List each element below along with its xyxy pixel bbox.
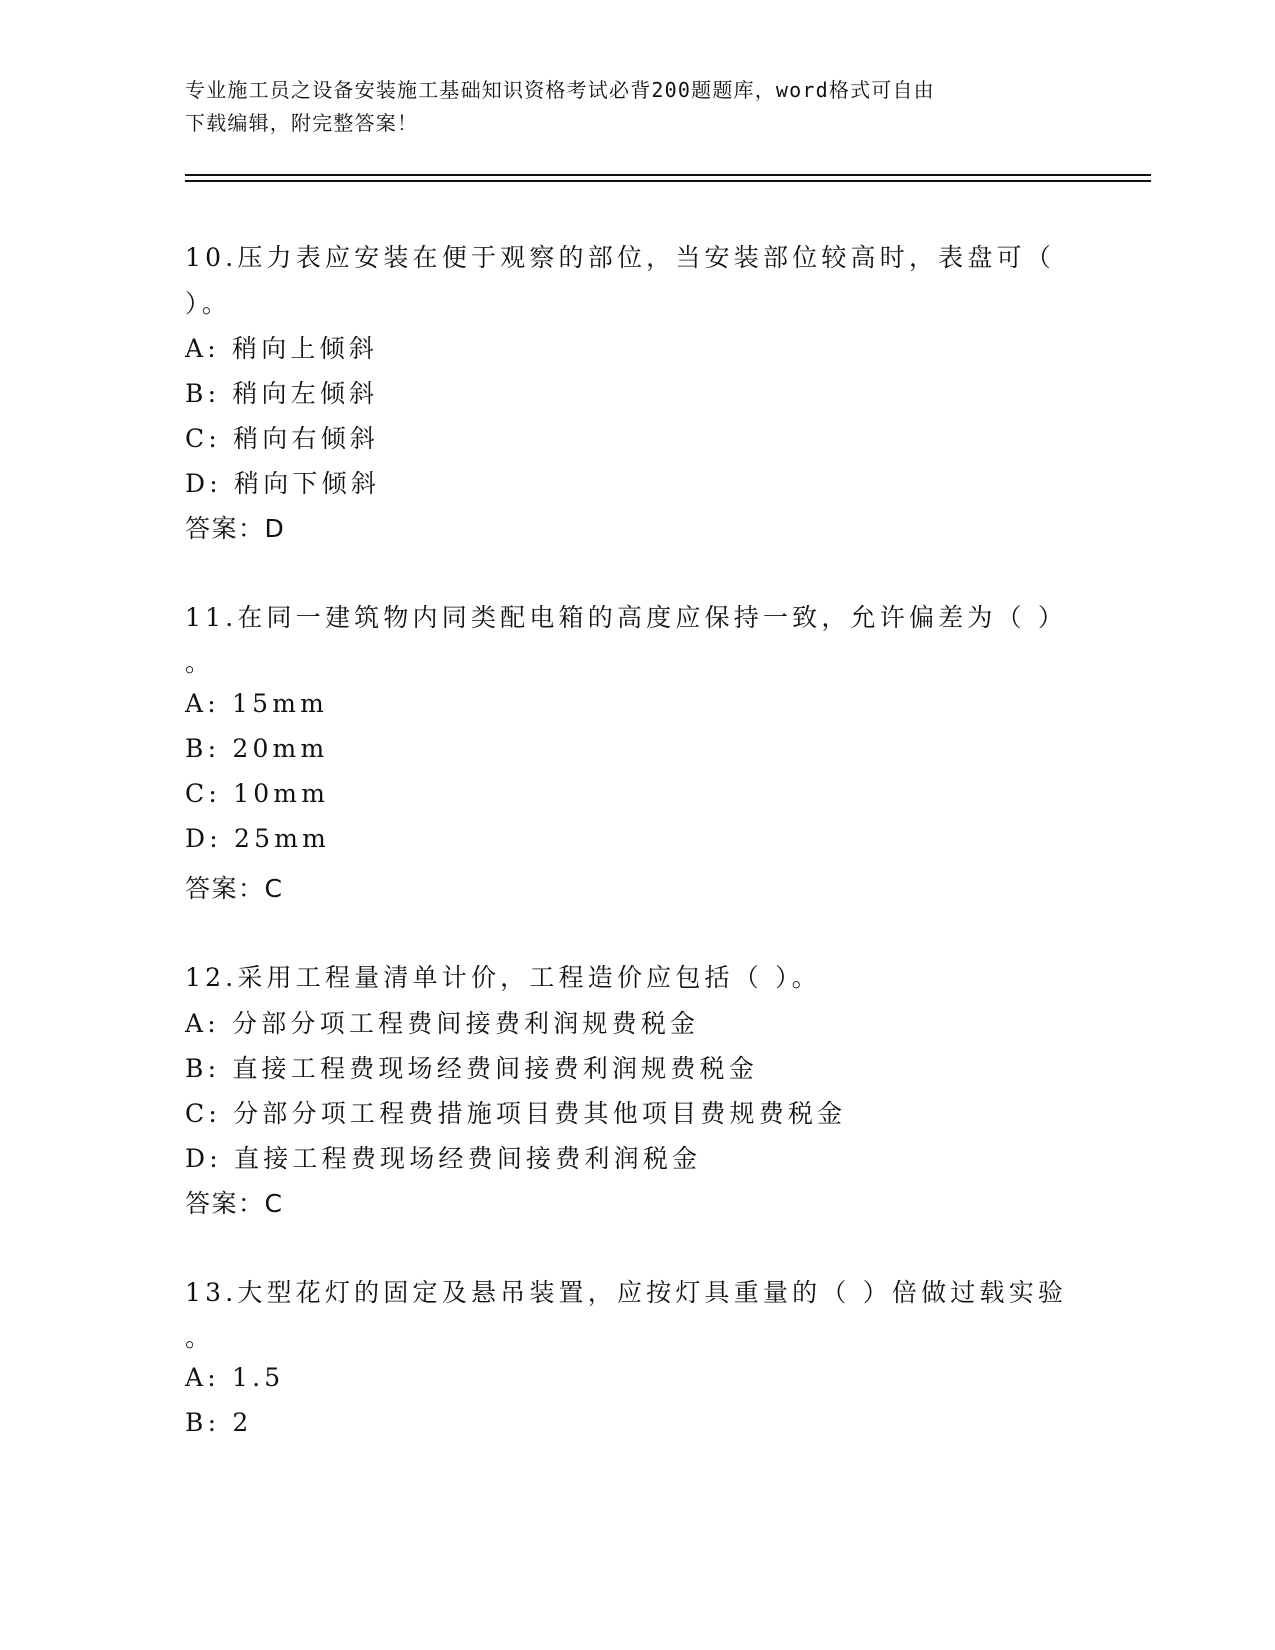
header-line-2: 下载编辑，附完整答案！: [185, 111, 419, 135]
option-b: B: 稍向左倾斜: [185, 379, 379, 408]
option-b: B: 20mm: [185, 734, 329, 763]
question-stem-continued: 。: [185, 648, 215, 677]
header-divider-top: [185, 174, 1151, 176]
option-c: C: 10mm: [185, 779, 330, 808]
option-c: C: 分部分项工程费措施项目费其他项目费规费税金: [185, 1099, 847, 1128]
option-a: A: 稍向上倾斜: [185, 334, 379, 363]
option-a: A: 15mm: [185, 689, 329, 718]
option-a: A: 1.5: [185, 1363, 285, 1392]
answer: 答案：D: [185, 514, 286, 543]
question-stem: 13.大型花灯的固定及悬吊装置，应按灯具重量的（ ）倍做过载实验: [185, 1278, 1068, 1307]
option-c: C: 稍向右倾斜: [185, 424, 380, 453]
option-d: D: 直接工程费现场经费间接费利润税金: [185, 1144, 702, 1173]
question-stem: 10.压力表应安装在便于观察的部位，当安装部位较高时，表盘可（: [185, 243, 1055, 272]
option-a: A: 分部分项工程费间接费利润规费税金: [185, 1009, 700, 1038]
option-b: B: 直接工程费现场经费间接费利润规费税金: [185, 1054, 758, 1083]
question-stem-continued: 。: [185, 1323, 215, 1352]
option-b: B: 2: [185, 1408, 253, 1437]
option-d: D: 稍向下倾斜: [185, 469, 381, 498]
question-stem: 11.在同一建筑物内同类配电箱的高度应保持一致，允许偏差为（ ）: [185, 603, 1068, 632]
question-stem-continued: ）。: [185, 289, 231, 318]
answer: 答案：C: [185, 874, 284, 903]
answer: 答案：C: [185, 1189, 284, 1218]
header-line-1: 专业施工员之设备安装施工基础知识资格考试必背200题题库，word格式可自由: [185, 78, 935, 102]
option-d: D: 25mm: [185, 824, 331, 853]
question-stem: 12.采用工程量清单计价，工程造价应包括（ ）。: [185, 963, 822, 992]
header-divider-bottom: [185, 180, 1151, 182]
